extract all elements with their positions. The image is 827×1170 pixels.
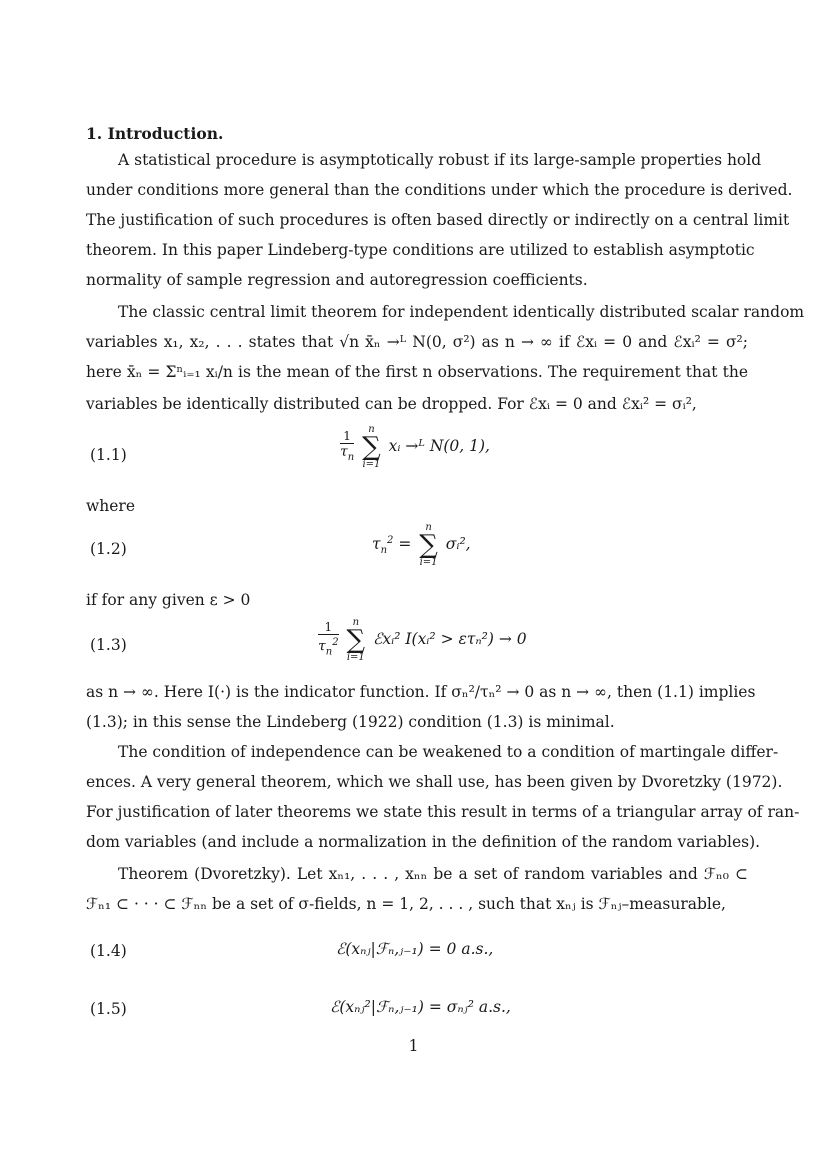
equation-label: (1.4) [90,942,127,960]
paragraph-line: ences. A very general theorem, which we shall use, has been given by Dvoretzky (1972). [86,773,783,791]
equation-1-4: ℰ(xₙⱼ|ℱₙ,ⱼ₋₁) = 0 a.s., [336,940,494,958]
paragraph-line: variables be identically distributed can be dropped. For ℰxᵢ = 0 and ℰxᵢ² = σᵢ², [86,395,697,413]
paragraph-line: here x̄ₙ = Σⁿᵢ₌₁ xᵢ/n is the mean of the first n observations. The requirement that the [86,363,748,381]
paragraph-line: dom variables (and include a normalization in the definition of the random variables). [86,833,761,851]
paragraph-line: The condition of independence can be weakened to a condition of martingale differ- [118,743,779,761]
page-number: 1 [408,1037,419,1055]
paragraph-line: normality of sample regression and autoregression coefficients. [86,271,588,289]
equation-body: ℰxᵢ² I(xᵢ² > ετₙ²) → 0 [373,630,527,648]
theorem-line: Theorem (Dvoretzky). Let xₙ₁, . . . , xₙₙ be a set of random variables and ℱₙ₀ ⊂ [118,865,748,883]
equation-label: (1.3) [90,636,127,654]
paragraph-line: A statistical procedure is asymptotically robust if its large-sample properties hold [118,151,762,169]
paragraph-line: For justification of later theorems we state this result in terms of a triangular array of ran- [86,803,800,821]
paragraph-line: as n → ∞. Here I(·) is the indicator function. If σₙ²/τₙ² → 0 as n → ∞, then (1.1) implies [86,683,756,701]
equation-1-3: $\frac{1}{\tau_n^2}$ n ∑ i=1 ℰxᵢ² I(xᵢ² > ετₙ²) → 0 [318,617,527,663]
condition-text: if for any given ε > 0 [86,591,251,609]
equation-label: (1.1) [90,446,127,464]
paragraph-line: The justification of such procedures is often based directly or indirectly on a central limit [86,211,790,229]
equation-body: σᵢ², [445,535,471,553]
theorem-line: ℱₙ₁ ⊂ · · · ⊂ ℱₙₙ be a set of σ-fields, n = 1, 2, . . . , such that xₙⱼ is ℱₙⱼ–measurable, [86,895,726,913]
paragraph-line: The classic central limit theorem for independent identically distributed scalar random [118,303,805,321]
paragraph-line: variables x₁, x₂, . . . states that √n x̄ₙ →ᴸ N(0, σ²) as n → ∞ if ℰxᵢ = 0 and ℰxᵢ² = σ²; [86,333,748,351]
paragraph-line: under conditions more general than the conditions under which the procedure is derived. [86,181,793,199]
equation-1-5: ℰ(xₙⱼ²|ℱₙ,ⱼ₋₁) = σₙⱼ² a.s., [330,998,511,1016]
section-heading: 1. Introduction. [86,124,224,143]
equation-label: (1.2) [90,540,127,558]
where-text: where [86,497,136,515]
equation-1-1: $\frac{1}{\tau_n}$ n ∑ i=1 xᵢ →ᴸ N(0, 1), [340,424,490,470]
equation-body: xᵢ →ᴸ N(0, 1), [388,437,490,455]
equation-label: (1.5) [90,1000,127,1018]
paragraph-line: theorem. In this paper Lindeberg-type conditions are utilized to establish asymptotic [86,241,755,259]
equation-1-2: $\tau_n^2$ = n ∑ i=1 σᵢ², [372,522,471,568]
paragraph-line: (1.3); in this sense the Lindeberg (1922) condition (1.3) is minimal. [86,713,615,731]
